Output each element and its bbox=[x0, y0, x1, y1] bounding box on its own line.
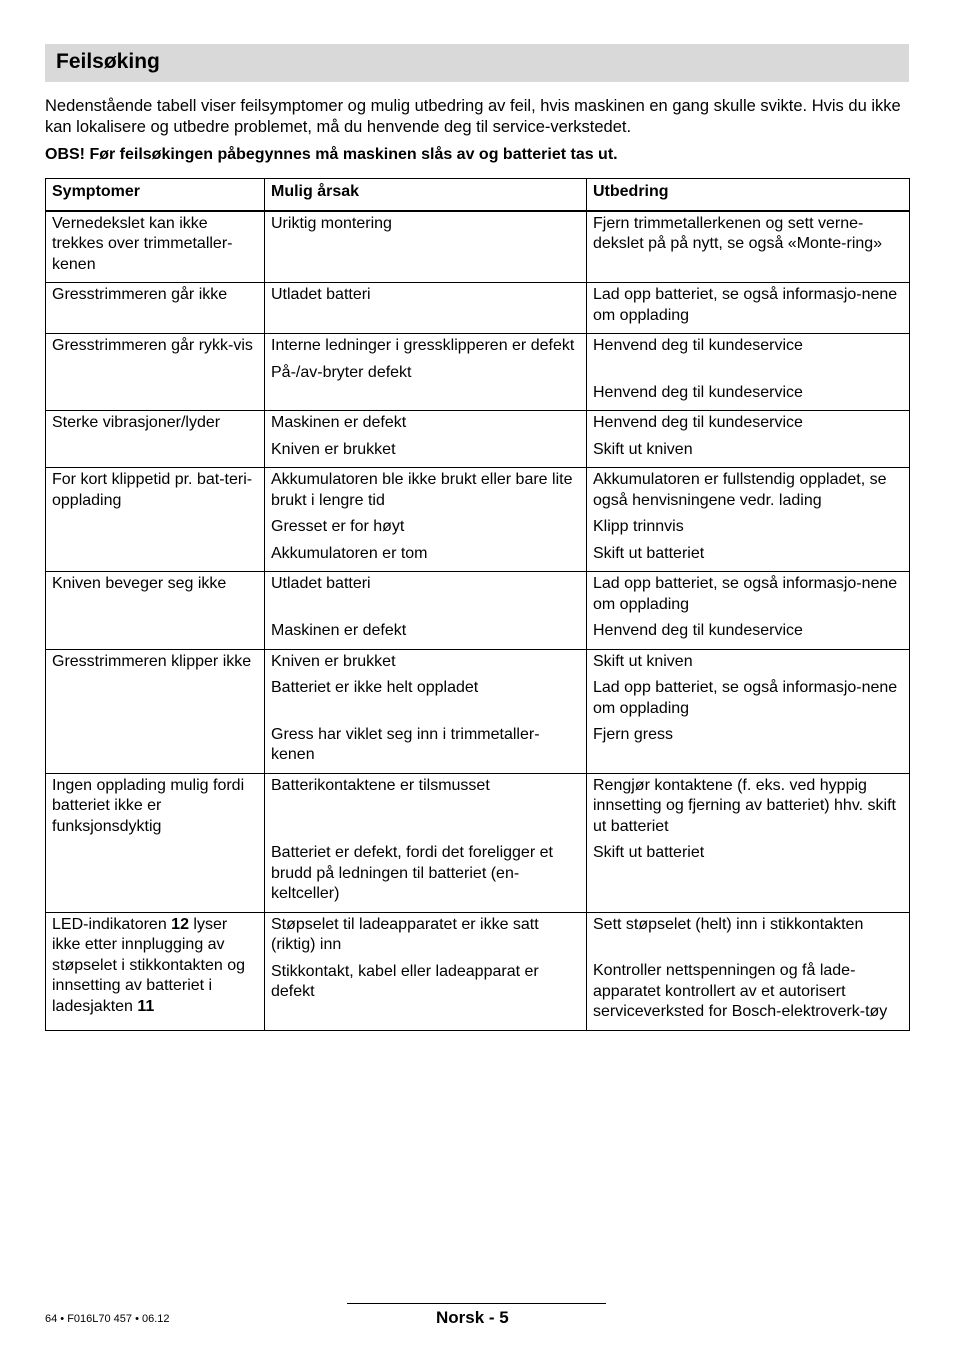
remedy-cell bbox=[587, 649, 910, 773]
cause-text: Utladet batteri bbox=[271, 575, 371, 592]
remedy-cell bbox=[587, 211, 910, 283]
remedy-text: Fjern gress bbox=[593, 726, 674, 743]
intro-paragraph: Nedenstående tabell viser feilsymptomer og mulig utbedring av feil, hvis maskinen en gang skulle svikte. Hvis du ikke kan lokalisere og utbedre problemet, må du henvende deg til service-verkstedet. bbox=[45, 97, 901, 136]
table-row bbox=[46, 468, 910, 572]
reference-number: 11 bbox=[137, 997, 155, 1015]
symptom-text: Sterke vibrasjoner/lyder bbox=[52, 414, 221, 431]
cause-text: Kniven er brukket bbox=[271, 652, 396, 670]
remedy-text: Sett støpselet (helt) inn i stikkontakten bbox=[593, 915, 864, 933]
symptom-cell bbox=[46, 572, 265, 650]
cause-cell bbox=[265, 649, 587, 773]
table-header-row bbox=[46, 179, 910, 211]
cause-cell bbox=[265, 283, 587, 334]
remedy-cell bbox=[587, 468, 910, 572]
remedy-text: Klipp trinnvis bbox=[593, 518, 684, 535]
remedy-text: Akkumulatoren er fullstendig oppladet, se også henvisningene vedr. lading bbox=[593, 471, 887, 509]
symptom-text: Gresstrimmeren klipper ikke bbox=[52, 652, 252, 670]
cause-cell bbox=[265, 334, 587, 411]
remedy-text: Lad opp batteriet, se også informasjo-nene om opplading bbox=[593, 286, 898, 324]
cause-cell bbox=[265, 912, 587, 1030]
cause-text: Kniven er brukket bbox=[271, 440, 396, 458]
symptom-cell bbox=[46, 649, 265, 773]
header-remedy: Utbedring bbox=[587, 179, 910, 211]
footer-doc-code: 64 • F016L70 457 • 06.12 bbox=[45, 1313, 170, 1325]
cause-cell bbox=[265, 773, 587, 912]
symptom-text: For kort klippetid pr. bat-teri-opplading bbox=[52, 471, 253, 509]
remedy-cell bbox=[587, 773, 910, 912]
cause-text: Batteriet er ikke helt oppladet bbox=[271, 679, 479, 696]
remedy-text: Henvend deg til kundeservice bbox=[593, 622, 803, 639]
table-row bbox=[46, 572, 910, 650]
cause-text: Batteriet er defekt, fordi det foreligger et brudd på ledningen til batteriet (en-keltceller) bbox=[271, 844, 553, 902]
page-title: Feilsøking bbox=[56, 50, 160, 73]
remedy-text: Henvend deg til kundeservice bbox=[593, 337, 803, 354]
cause-text: Utladet batteri bbox=[271, 286, 371, 303]
cause-text: Støpselet til ladeapparatet er ikke satt (riktig) inn bbox=[271, 915, 539, 953]
remedy-text: Henvend deg til kundeservice bbox=[593, 383, 803, 401]
remedy-cell bbox=[587, 283, 910, 334]
troubleshooting-table bbox=[45, 178, 910, 1031]
cause-text: Uriktig montering bbox=[271, 214, 392, 232]
symptom-text-part: lyser ikke etter innplugging av støpselet i stikkontakten og innsetting av batteriet i ladesjakten bbox=[52, 915, 245, 1015]
reference-number: 12 bbox=[171, 915, 189, 933]
table-row bbox=[46, 283, 910, 334]
cause-text: Stikkontakt, kabel eller ladeapparat er defekt bbox=[271, 962, 539, 1000]
remedy-cell bbox=[587, 334, 910, 411]
symptom-text: Ingen opplading mulig fordi batteriet ikke er funksjonsdyktig bbox=[52, 776, 245, 835]
remedy-cell bbox=[587, 572, 910, 650]
table-row bbox=[46, 411, 910, 468]
symptom-cell bbox=[46, 912, 265, 1030]
header-symptoms: Symptomer bbox=[46, 179, 265, 211]
cause-text: Maskinen er defekt bbox=[271, 621, 407, 639]
symptom-cell bbox=[46, 411, 265, 468]
remedy-text: Skift ut kniven bbox=[593, 652, 693, 670]
cause-text: Gress har viklet seg inn i trimmetaller-kenen bbox=[271, 725, 540, 763]
cause-text: Interne ledninger i gressklipperen er defekt bbox=[271, 337, 575, 354]
symptom-cell bbox=[46, 283, 265, 334]
cause-cell bbox=[265, 572, 587, 650]
remedy-text: Lad opp batteriet, se også informasjo-nene om opplading bbox=[593, 575, 898, 613]
symptom-text: Kniven beveger seg ikke bbox=[52, 575, 227, 592]
header-cause: Mulig årsak bbox=[265, 179, 587, 211]
notice-text: OBS! Før feilsøkingen påbegynnes må maskinen slås av og batteriet tas ut. bbox=[45, 146, 618, 163]
table-row bbox=[46, 912, 910, 1030]
symptom-cell bbox=[46, 334, 265, 411]
cause-text: På-/av-bryter defekt bbox=[271, 363, 412, 381]
cause-cell bbox=[265, 211, 587, 283]
symptom-cell bbox=[46, 773, 265, 912]
remedy-text: Rengjør kontaktene (f. eks. ved hyppig innsetting og fjerning av batteriet) hhv. skift ut batteriet bbox=[593, 776, 896, 835]
cause-text: Akkumulatoren er tom bbox=[271, 544, 428, 562]
table-row bbox=[46, 334, 910, 411]
remedy-text: Skift ut batteriet bbox=[593, 844, 705, 861]
cause-text: Batterikontaktene er tilsmusset bbox=[271, 776, 490, 794]
symptom-text-part: LED-indikatoren bbox=[52, 915, 172, 933]
cause-cell bbox=[265, 468, 587, 572]
footer-page-number: Norsk - 5 bbox=[436, 1308, 509, 1327]
cause-cell bbox=[265, 411, 587, 468]
table-row bbox=[46, 211, 910, 283]
remedy-text: Lad opp batteriet, se også informasjo-nene om opplading bbox=[593, 679, 898, 717]
remedy-cell bbox=[587, 411, 910, 468]
remedy-text: Skift ut batteriet bbox=[593, 544, 705, 562]
symptom-cell bbox=[46, 211, 265, 283]
footer-divider bbox=[347, 1303, 606, 1304]
cause-text: Maskinen er defekt bbox=[271, 414, 407, 431]
symptom-cell bbox=[46, 468, 265, 572]
symptom-text: Vernedekslet kan ikke trekkes over trimmetaller-kenen bbox=[52, 214, 233, 273]
symptom-text bbox=[52, 915, 258, 1018]
remedy-text: Skift ut kniven bbox=[593, 440, 693, 458]
table-row bbox=[46, 773, 910, 912]
cause-text: Gresset er for høyt bbox=[271, 518, 405, 535]
symptom-text: Gresstrimmeren går ikke bbox=[52, 286, 228, 303]
remedy-text: Kontroller nettspenningen og få lade-apparatet kontrollert av et autorisert serviceverksted for Bosch-elektroverk-tøy bbox=[593, 962, 888, 1020]
table-row bbox=[46, 649, 910, 773]
section-heading-bar bbox=[45, 44, 909, 82]
cause-text: Akkumulatoren ble ikke brukt eller bare lite brukt i lengre tid bbox=[271, 471, 573, 509]
remedy-text: Fjern trimmetallerkenen og sett verne-dekslet på på nytt, se også «Monte-ring» bbox=[593, 214, 883, 252]
symptom-text: Gresstrimmeren går rykk-vis bbox=[52, 337, 253, 354]
remedy-text: Henvend deg til kundeservice bbox=[593, 414, 803, 431]
remedy-cell bbox=[587, 912, 910, 1030]
